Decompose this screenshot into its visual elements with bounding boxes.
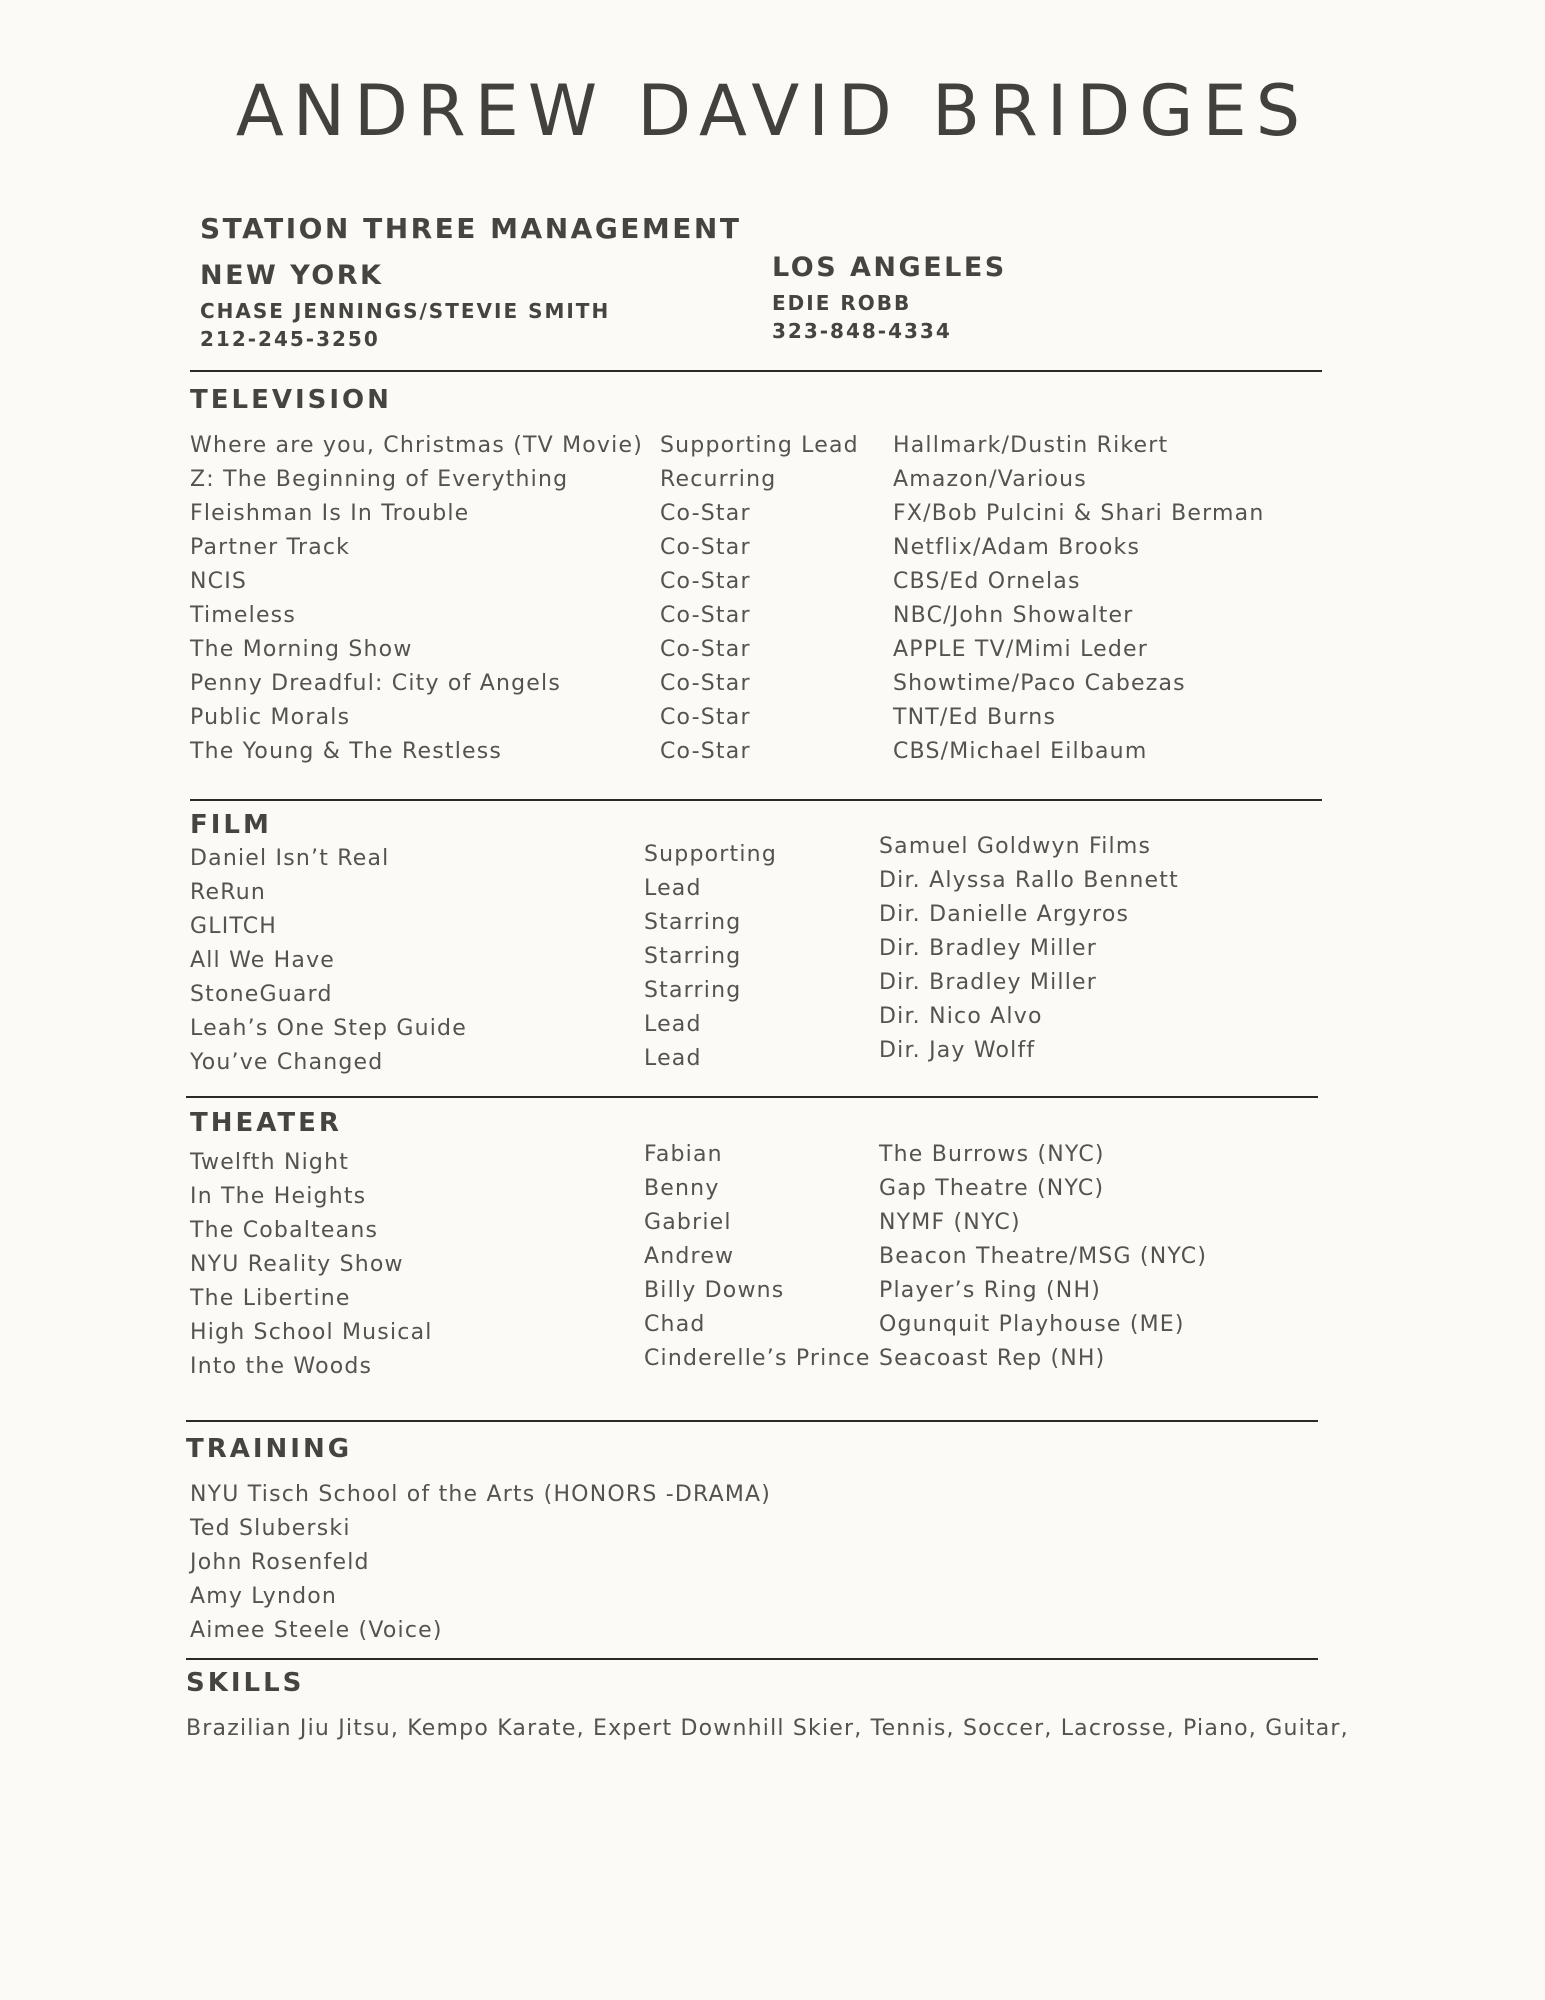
office-phone: 323-848-4334 — [772, 319, 952, 343]
training-item: John Rosenfeld — [190, 1550, 370, 1575]
actor-name: ANDREW DAVID BRIDGES — [235, 70, 1310, 152]
credit-role: Co-Star — [660, 603, 751, 628]
training-item: Aimee Steele (Voice) — [190, 1618, 443, 1643]
credit-title: Twelfth Night — [190, 1150, 350, 1175]
credit-role: Co-Star — [660, 535, 751, 560]
office-contacts: EDIE ROBB — [772, 291, 912, 315]
credit-title: Z: The Beginning of Everything — [190, 467, 569, 492]
credit-title: Partner Track — [190, 535, 351, 560]
credit-role: Recurring — [660, 467, 777, 492]
credit-director: TNT/Ed Burns — [893, 705, 1057, 730]
credit-director: Dir. Danielle Argyros — [879, 902, 1130, 927]
credit-director: Amazon/Various — [893, 467, 1087, 492]
credit-role: Benny — [644, 1176, 720, 1201]
section-divider — [190, 799, 1322, 801]
credit-role: Gabriel — [644, 1210, 732, 1235]
theater-roles — [644, 1138, 871, 1376]
film-credits — [879, 830, 1179, 1068]
television-titles — [190, 429, 643, 769]
credit-director: APPLE TV/Mimi Leder — [893, 637, 1149, 662]
credit-director: NBC/John Showalter — [893, 603, 1134, 628]
credit-role: Billy Downs — [644, 1278, 785, 1303]
credit-role: Co-Star — [660, 569, 751, 594]
credit-director: CBS/Michael Eilbaum — [893, 739, 1148, 764]
training-list — [190, 1478, 771, 1648]
office-city: LOS ANGELES — [772, 252, 1007, 283]
credit-role: Supporting — [644, 842, 777, 867]
skills-text: Brazilian Jiu Jitsu, Kempo Karate, Expert Downhill Skier, Tennis, Soccer, Lacrosse, Piano, Guitar, — [186, 1716, 1349, 1741]
office-city: NEW YORK — [200, 260, 384, 291]
credit-title: You’ve Changed — [190, 1050, 384, 1075]
credit-title: Public Morals — [190, 705, 351, 730]
training-item: Ted Sluberski — [190, 1516, 351, 1541]
credit-role: Co-Star — [660, 637, 751, 662]
training-item: NYU Tisch School of the Arts (HONORS -DRAMA) — [190, 1482, 772, 1507]
credit-director: Dir. Jay Wolff — [879, 1038, 1036, 1063]
credit-title: StoneGuard — [190, 982, 333, 1007]
credit-title: The Young & The Restless — [190, 739, 503, 764]
credit-role: Starring — [644, 944, 742, 969]
office-phone: 212-245-3250 — [200, 327, 380, 351]
theater-titles — [190, 1146, 433, 1384]
credit-role: Lead — [644, 876, 702, 901]
credit-role: Starring — [644, 978, 742, 1003]
office-los-angeles — [772, 252, 1007, 345]
credit-director: Showtime/Paco Cabezas — [893, 671, 1186, 696]
film-roles — [644, 838, 777, 1076]
theater-credits — [879, 1138, 1207, 1376]
credit-title: All We Have — [190, 948, 336, 973]
credit-title: ReRun — [190, 880, 267, 905]
section-divider — [186, 1658, 1318, 1660]
credit-venue: Seacoast Rep (NH) — [879, 1346, 1106, 1371]
office-new-york — [200, 260, 610, 353]
credit-venue: Player’s Ring (NH) — [879, 1278, 1101, 1303]
credit-venue: Gap Theatre (NYC) — [879, 1176, 1105, 1201]
credit-role: Starring — [644, 910, 742, 935]
credit-title: Penny Dreadful: City of Angels — [190, 671, 561, 696]
credit-title: Timeless — [190, 603, 297, 628]
film-titles — [190, 842, 467, 1080]
credit-title: Daniel Isn’t Real — [190, 846, 390, 871]
credit-role: Lead — [644, 1012, 702, 1037]
training-item: Amy Lyndon — [190, 1584, 338, 1609]
section-divider — [190, 370, 1322, 372]
credit-director: Dir. Bradley Miller — [879, 936, 1098, 961]
office-contacts: CHASE JENNINGS/STEVIE SMITH — [200, 299, 611, 323]
credit-role: Supporting Lead — [660, 433, 859, 458]
credit-title: The Cobalteans — [190, 1218, 379, 1243]
credit-role: Co-Star — [660, 671, 751, 696]
credit-director: Samuel Goldwyn Films — [879, 834, 1152, 859]
credit-title: In The Heights — [190, 1184, 367, 1209]
credit-title: The Morning Show — [190, 637, 413, 662]
credit-title: NCIS — [190, 569, 248, 594]
credit-role: Andrew — [644, 1244, 735, 1269]
credit-role: Cinderelle’s Prince — [644, 1346, 871, 1371]
section-title-training: TRAINING — [186, 1434, 353, 1464]
section-divider — [186, 1096, 1318, 1098]
credit-title: Into the Woods — [190, 1354, 373, 1379]
credit-title: Where are you, Christmas (TV Movie) — [190, 433, 643, 458]
credit-title: NYU Reality Show — [190, 1252, 404, 1277]
credit-role: Co-Star — [660, 739, 751, 764]
credit-director: Dir. Alyssa Rallo Bennett — [879, 868, 1179, 893]
section-title-skills: SKILLS — [186, 1668, 305, 1698]
credit-director: FX/Bob Pulcini & Shari Berman — [893, 501, 1265, 526]
credit-role: Chad — [644, 1312, 706, 1337]
credit-director: Hallmark/Dustin Rikert — [893, 433, 1169, 458]
section-title-television: TELEVISION — [190, 385, 392, 415]
credit-title: Leah’s One Step Guide — [190, 1016, 467, 1041]
credit-role: Co-Star — [660, 705, 751, 730]
credit-title: Fleishman Is In Trouble — [190, 501, 470, 526]
agency-name: STATION THREE MANAGEMENT — [200, 212, 742, 245]
section-title-film: FILM — [190, 810, 272, 840]
credit-title: GLITCH — [190, 914, 278, 939]
credit-venue: The Burrows (NYC) — [879, 1142, 1105, 1167]
credit-director: Dir. Bradley Miller — [879, 970, 1098, 995]
credit-title: High School Musical — [190, 1320, 433, 1345]
credit-director: Dir. Nico Alvo — [879, 1004, 1043, 1029]
television-roles — [660, 429, 859, 769]
television-credits — [893, 429, 1264, 769]
credit-venue: Beacon Theatre/MSG (NYC) — [879, 1244, 1208, 1269]
credit-role: Co-Star — [660, 501, 751, 526]
credit-director: Netflix/Adam Brooks — [893, 535, 1141, 560]
credit-venue: NYMF (NYC) — [879, 1210, 1021, 1235]
credit-title: The Libertine — [190, 1286, 351, 1311]
section-title-theater: THEATER — [190, 1108, 342, 1138]
section-divider — [186, 1420, 1318, 1422]
credit-role: Fabian — [644, 1142, 723, 1167]
credit-role: Lead — [644, 1046, 702, 1071]
credit-venue: Ogunquit Playhouse (ME) — [879, 1312, 1185, 1337]
credit-director: CBS/Ed Ornelas — [893, 569, 1081, 594]
